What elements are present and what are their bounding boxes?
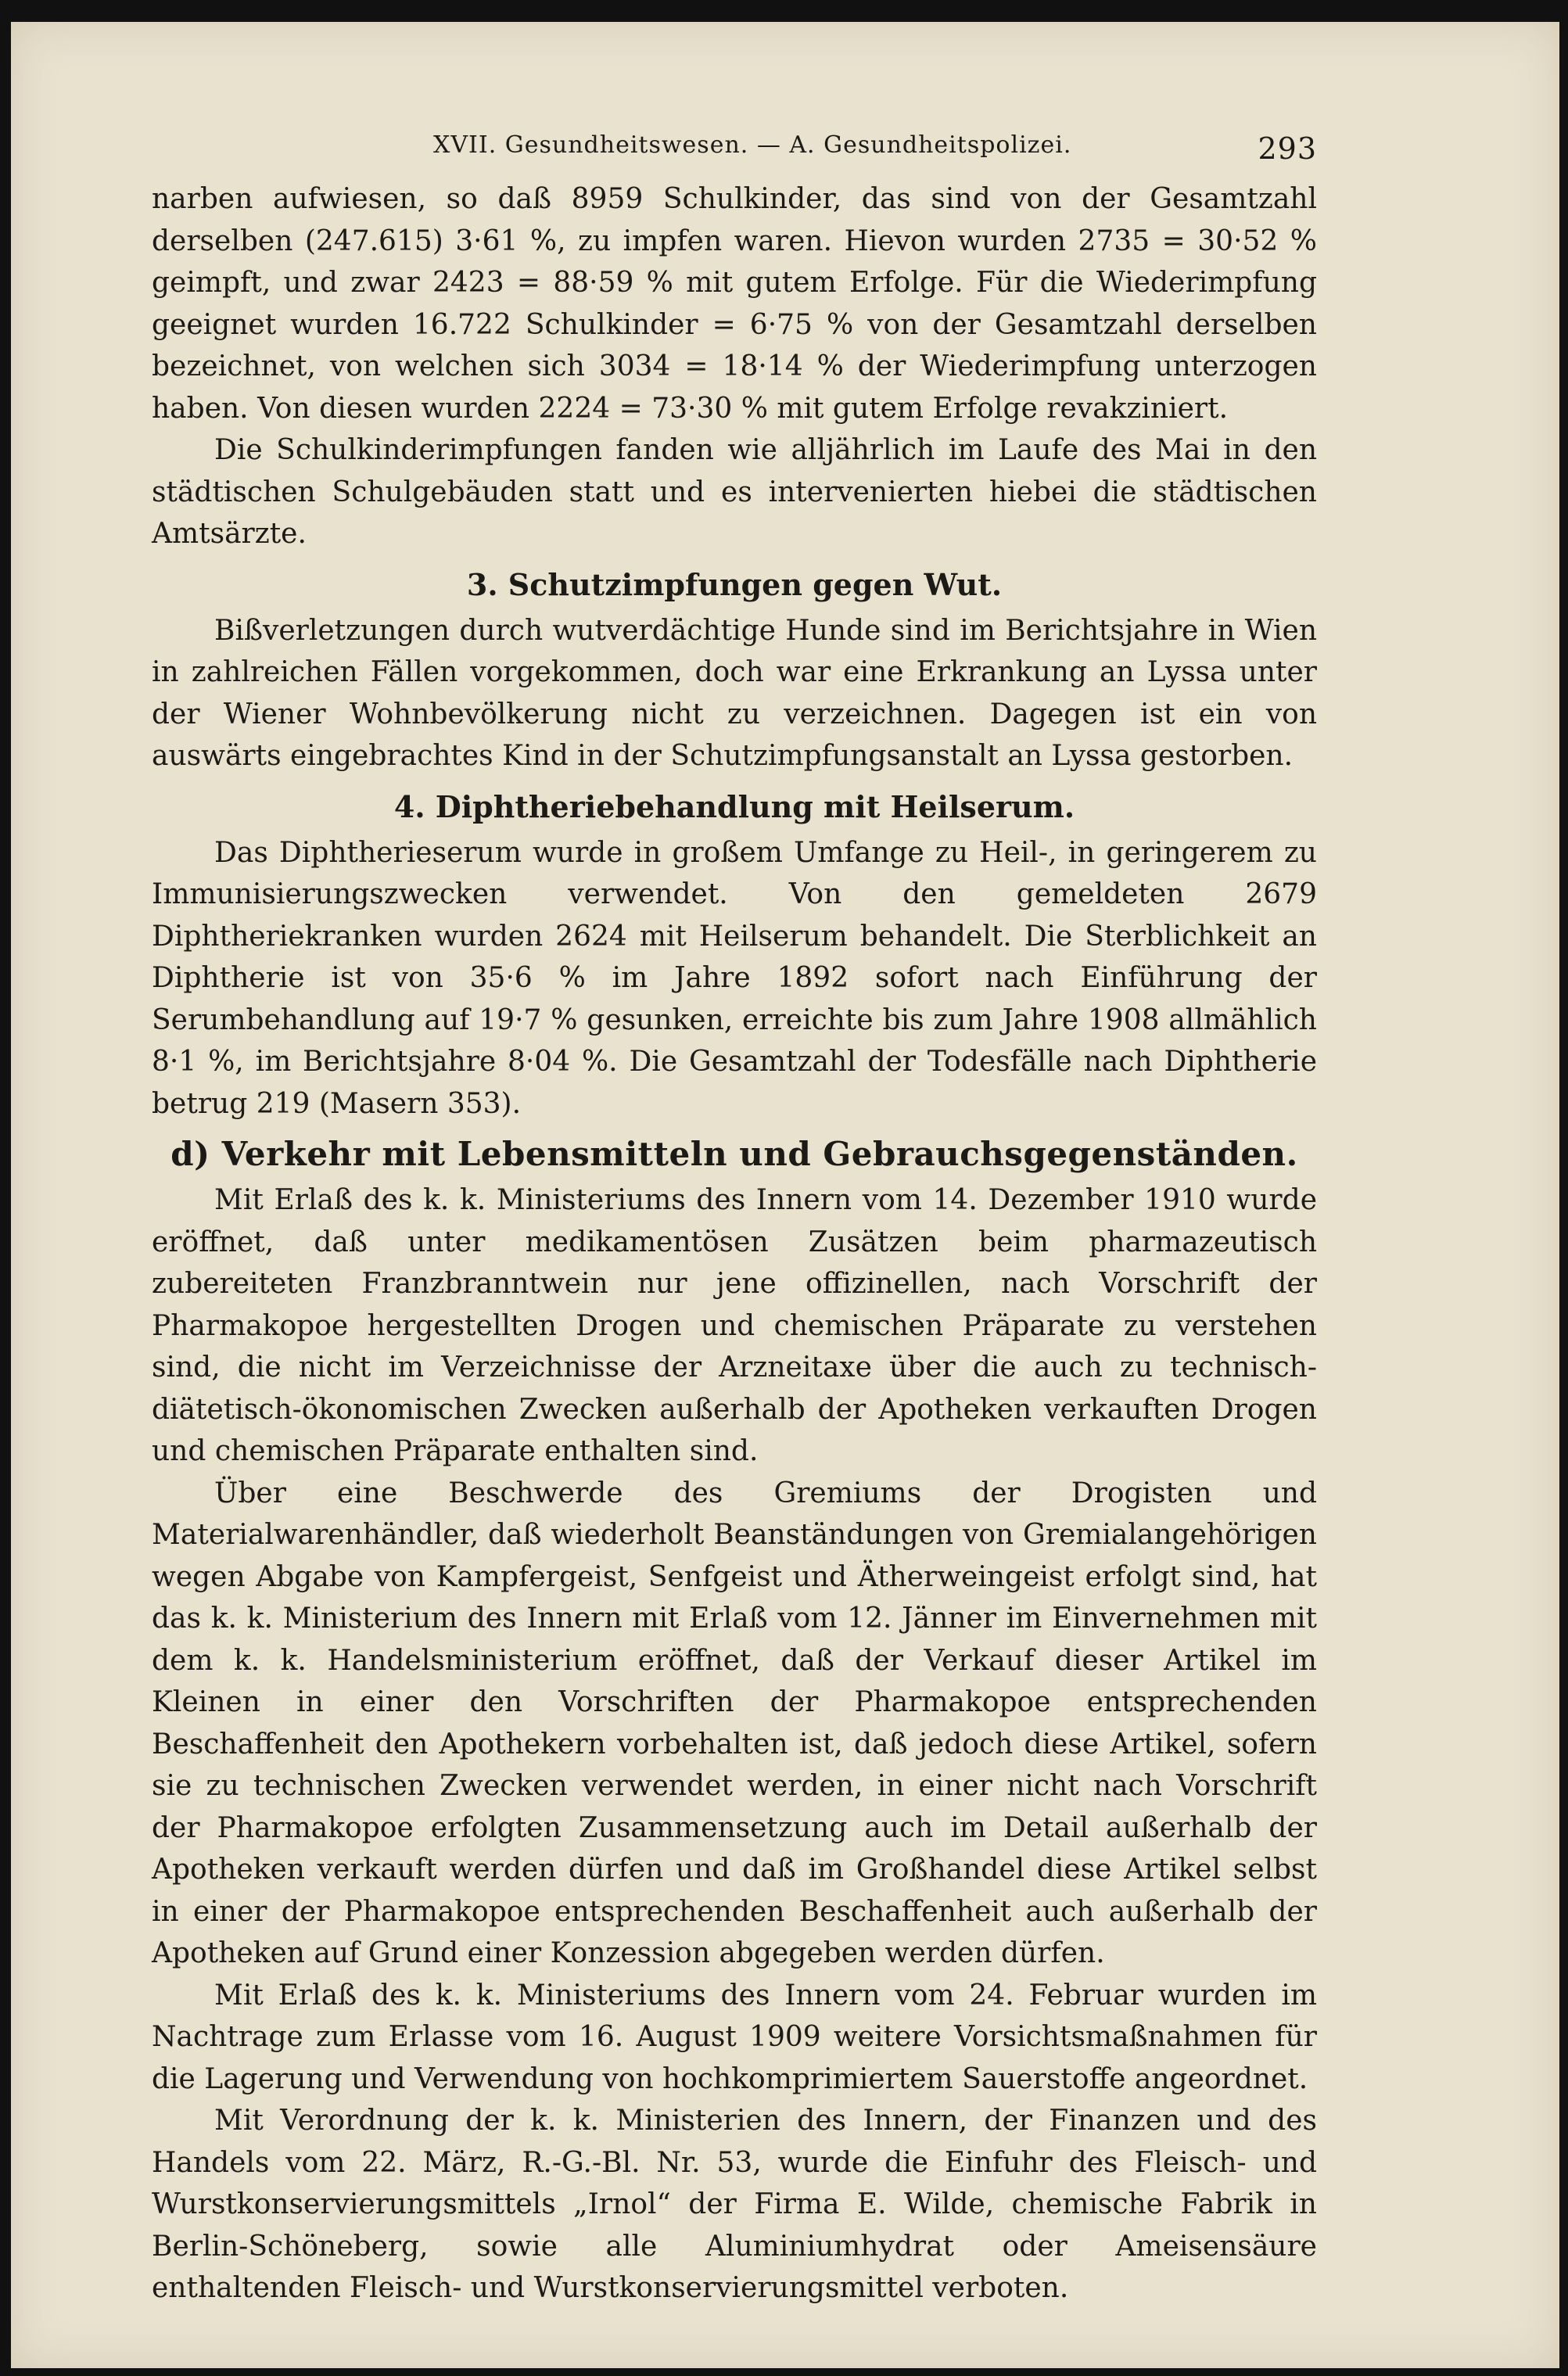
paragraph-irnol-ban: Mit Verordnung der k. k. Ministerien des Innern, der Finanzen und des Handels vom 22. März, R.-G.-Bl. Nr. 53, wurde die Einfuhr des Fleisch- und Wurstkonservierungsmittels „Irnol“ der Firma E. Wilde, chemische Fabrik in Berlin-Schöneberg, sowie alle Aluminiumhydrat oder Ameisensäure enthaltenden Fleisch- und Wurstkonservierungsmittel verboten. xyxy=(152,2105,1317,2304)
running-header xyxy=(152,131,1317,178)
heading-food-commodities: d) Verkehr mit Lebensmitteln und Gebrauchsgegenständen. xyxy=(170,1135,1298,1173)
page-number: 293 xyxy=(1258,131,1317,166)
paragraph-diphtheria: Das Diphtherieserum wurde in großem Umfange zu Heil-, in geringerem zu Immunisierungszwecken verwendet. Von den gemeldeten 2679 Diphtheriekranken wurden 2624 mit Heilserum behandelt. Die Sterblichkeit an Diphtherie ist von 35·6 % im Jahre 1892 sofort nach Einführung der Serumbehandlung auf 19·7 % gesunken, erreichte bis zum Jahre 1908 allmählich 8·1 %, im Berichtsjahre 8·04 %. Die Gesamtzahl der Todesfälle nach Diphtherie betrug 219 (Masern 353). xyxy=(152,836,1317,1120)
document-page xyxy=(11,22,1559,2368)
paragraph-oxygen-storage: Mit Erlaß des k. k. Ministeriums des Innern vom 24. Februar wurden im Nachtrage zum Erlasse vom 16. August 1909 weitere Vorsichtsmaßnahmen für die Lagerung und Verwendung von hochkomprimiertem Sauerstoffe angeordnet. xyxy=(152,1979,1317,2095)
paragraph-vaccination-results: narben aufwiesen, so daß 8959 Schulkinder, das sind von der Gesamtzahl derselben (247.615) 3·61 %, zu impfen waren. Hievon wurden 2735 = 30·52 % geimpft, und zwar 2423 = 88·59 % mit gutem Erfolge. Für die Wiederimpfung geeignet wurden 16.722 Schulkinder = 6·75 % von der Gesamtzahl derselben bezeichnet, von welchen sich 3034 = 18·14 % der Wiederimpfung unterzogen haben. Von diesen wurden 2224 = 73·30 % mit gutem Erfolge revakziniert. xyxy=(152,183,1317,425)
heading-diphtheria-treatment: 4. Diphtheriebehandlung mit Heilserum. xyxy=(393,788,1075,824)
paragraph-school-vaccinations: Die Schulkinderimpfungen fanden wie alljährlich im Laufe des Mai in den städtischen Schulgebäuden statt und es intervenierten hiebei die städtischen Amtsärzte. xyxy=(152,434,1317,550)
heading-rabies-vaccination: 3. Schutzimpfungen gegen Wut. xyxy=(466,566,1003,602)
paragraph-rabies: Bißverletzungen durch wutverdächtige Hunde sind im Berichtsjahre in Wien in zahlreichen Fällen vorgekommen, doch war eine Erkrankung an Lyssa unter der Wiener Wohnbevölkerung nicht zu verzeichnen. Dagegen ist ein von auswärts eingebrachtes Kind in der Schutzimpfungsanstalt an Lyssa gestorben. xyxy=(152,614,1317,772)
paragraph-franzbranntwein: Mit Erlaß des k. k. Ministeriums des Innern vom 14. Dezember 1910 wurde eröffnet, daß unter medikamentösen Zusätzen beim pharmazeutisch zubereiteten Franzbranntwein nur jene offizinellen, nach Vorschrift der Pharmakopoe hergestellten Drogen und chemischen Präparate zu verstehen sind, die nicht im Verzeichnisse der Arzneitaxe über die auch zu technisch-diätetisch-ökonomischen Zwecken außerhalb der Apotheken verkauften Drogen und chemischen Präparate enthalten sind. xyxy=(152,1184,1317,1467)
page-content xyxy=(152,131,1317,2310)
paragraph-drogist-complaint: Über eine Beschwerde des Gremiums der Drogisten und Materialwarenhändler, daß wiederholt Beanständungen von Gremialangehörigen wegen Abgabe von Kampfergeist, Senfgeist und Ätherweingeist erfolgt sind, hat das k. k. Ministerium des Innern mit Erlaß vom 12. Jänner im Einvernehmen mit dem k. k. Handelsministerium eröffnet, daß der Verkauf dieser Artikel im Kleinen in einer den Vorschriften der Pharmakopoe entsprechenden Beschaffenheit den Apothekern vorbehalten ist, daß jedoch diese Artikel, sofern sie zu technischen Zwecken verwendet werden, in einer nicht nach Vorschrift der Pharmakopoe erfolgten Zusammensetzung auch im Detail außerhalb der Apotheken verkauft werden dürfen und daß im Großhandel diese Artikel selbst in einer der Pharmakopoe entsprechenden Beschaffenheit auch außerhalb der Apotheken auf Grund einer Konzession abgegeben werden dürfen. xyxy=(152,1477,1317,1969)
running-header-title: XVII. Gesundheitswesen. — A. Gesundheitspolizei. xyxy=(433,131,1072,159)
